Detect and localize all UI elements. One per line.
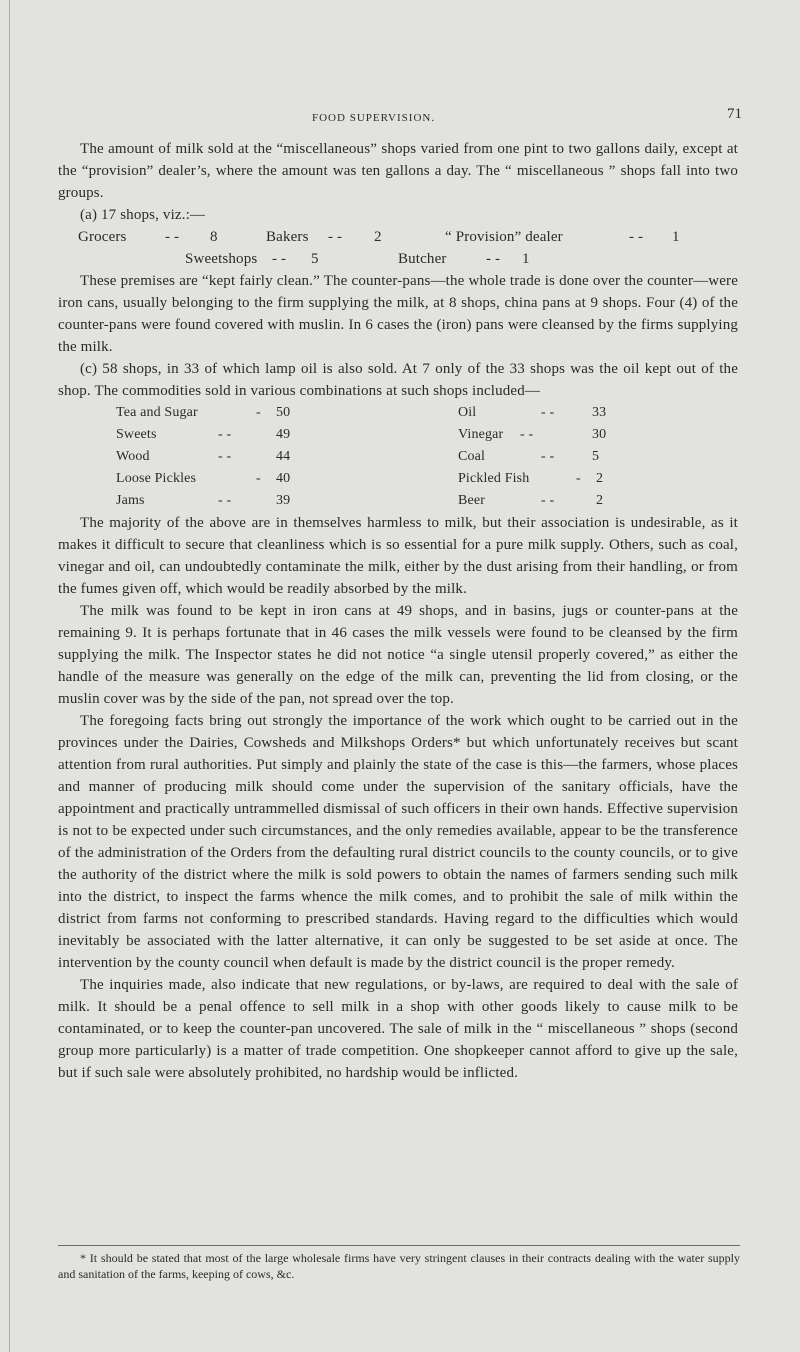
footnote-rule: [58, 1245, 740, 1246]
page-edge-line: [9, 0, 10, 1352]
leader-dashes: - -: [272, 251, 287, 267]
paragraph-supervision: The foregoing facts bring out strongly the importance of the work which ought to be carried out in the provinces under the Dairies, Cowsheds and Milkshops Orders* but which unfortunately receives but scant attention from rural authorities. Put simply and plainly the state of the case is this—the farmers, whose places and manner of producing milk should come under the supervision of the sanitary officials, have the appointment and practically untrammelled dismissal of such officers in their own hands. Effective supervision is not to be expected under such circumstances, and the only remedies available, appear to be the transference of the administration of the Orders from the defaulting rural district councils to the county councils, or to give the authority of the district where the milk is sold powers to obtain the names of farmers sending such milk into the district, to inspect the farms whence the milk comes, and to prohibit the sale of milk within the district from farms not conforming to prescribed standards. Having regard to the difficulties which would inevitably be associated with the latter alternative, it can only be suggested to be set aside at once. The intervention by the county council when default is made by the district council is the proper remedy.: [58, 713, 738, 971]
footnote: * It should be stated that most of the large wholesale firms have very stringent clauses in their contracts dealing with the water supply and sanitation of the farms, keeping of cows, &c.: [58, 1251, 740, 1281]
commodity-row: [58, 490, 738, 512]
commodity-count: 50: [276, 405, 291, 420]
leader-dashes: - -: [520, 427, 534, 442]
commodity-label: Tea and Sugar: [116, 405, 198, 420]
commodity-label: Wood: [116, 449, 150, 464]
leader-dashes: - -: [218, 449, 232, 464]
commodity-count: 2: [596, 493, 604, 508]
leader-dashes: -: [576, 471, 581, 486]
leader-dashes: - -: [486, 251, 501, 267]
commodity-count: 5: [592, 449, 600, 464]
commodity-count: 49: [276, 427, 291, 442]
leader-dashes: -: [256, 471, 261, 486]
body-text: [58, 138, 738, 1084]
group-a-shop-counts: [58, 226, 738, 270]
commodity-row: [58, 402, 738, 424]
shop-count: 2: [374, 229, 382, 245]
commodity-count: 2: [596, 471, 604, 486]
leader-dashes: - -: [165, 229, 180, 245]
commodity-row: [58, 424, 738, 446]
commodity-label: Jams: [116, 493, 145, 508]
page-header: [0, 106, 800, 132]
shop-count: 1: [522, 251, 530, 267]
leader-dashes: - -: [541, 449, 555, 464]
running-title: FOOD SUPERVISION.: [312, 112, 436, 124]
shop-count: 1: [672, 229, 680, 245]
commodity-count: 33: [592, 405, 607, 420]
commodity-label: Loose Pickles: [116, 471, 197, 486]
shop-count: 8: [210, 229, 218, 245]
commodity-label: Vinegar: [458, 427, 504, 442]
shop-count: 5: [311, 251, 319, 267]
commodity-label: Sweets: [116, 427, 157, 442]
leader-dashes: - -: [541, 493, 555, 508]
paragraph-regulations: The inquiries made, also indicate that new regulations, or by-laws, are required to deal with the sale of milk. It should be a penal offence to sell milk in a shop with other goods likely to cause milk to be contaminated, or to keep the counter-pan uncovered. The sale of milk in the “ miscellaneous ” shops (second group more particularly) is a matter of trade competition. One shopkeeper cannot afford to give up the sale, but if such sale were absolutely prohibited, no hardship would be inflicted.: [58, 977, 738, 1081]
commodity-label: Beer: [458, 493, 486, 508]
shop-type-label: Grocers: [78, 229, 127, 245]
commodity-count: 39: [276, 493, 291, 508]
commodity-row: [58, 446, 738, 468]
shop-type-label: Bakers: [266, 229, 309, 245]
shop-type-label: Sweetshops: [185, 251, 258, 267]
commodity-count: 30: [592, 427, 607, 442]
leader-dashes: - -: [629, 229, 644, 245]
leader-dashes: -: [256, 405, 261, 420]
commodity-count: 44: [276, 449, 291, 464]
leader-dashes: - -: [328, 229, 343, 245]
leader-dashes: - -: [541, 405, 555, 420]
page-number: 71: [727, 106, 742, 122]
leader-dashes: - -: [218, 493, 232, 508]
commodity-count: 40: [276, 471, 291, 486]
paragraph-contamination: The majority of the above are in themselves harmless to milk, but their association is undesirable, as it makes it difficult to secure that cleanliness which is so essential for a pure milk supply. Others, such as coal, vinegar and oil, can undoubtedly contaminate the milk, either by the dust arising from their handling, or from the fumes given off, which would be readily absorbed by the milk.: [58, 515, 738, 597]
commodity-label: Coal: [458, 449, 486, 464]
paragraph-milk-vessels: The milk was found to be kept in iron cans at 49 shops, and in basins, jugs or counter-pans at the remaining 9. It is perhaps fortunate that in 46 cases the milk vessels were found to be cleansed by the firm supplying the milk. The Inspector states he did not notice “a single utensil properly covered,” as either the handle of the measure was generally on the edge of the milk can, preventing the lid from closing, or the muslin cover was by the side of the pan, not spread over the top.: [58, 603, 738, 707]
paragraph-counter-pans: These premises are “kept fairly clean.” The counter-pans—the whole trade is done over the counter—were iron cans, usually belonging to the firm supplying the milk, at 8 shops, china pans at 9 shops. Four (4) of the counter-pans were found covered with muslin. In 6 cases the (iron) pans were cleansed by the firms supplying the milk.: [58, 273, 738, 355]
leader-dashes: - -: [218, 427, 232, 442]
group-a-heading: (a) 17 shops, viz.:—: [80, 207, 206, 223]
paragraph-intro: The amount of milk sold at the “miscellaneous” shops varied from one pint to two gallons daily, except at the “provision” dealer’s, where the amount was ten gallons a day. The “ miscellaneous ” shops fall into two groups.: [58, 141, 738, 201]
commodities-table: [58, 402, 738, 512]
shop-type-label: Butcher: [398, 251, 447, 267]
commodity-row: [58, 468, 738, 490]
commodity-label: Oil: [458, 405, 477, 420]
paragraph-group-c: (c) 58 shops, in 33 of which lamp oil is also sold. At 7 only of the 33 shops was the oil kept out of the shop. The commodities sold in various combinations at such shops included—: [58, 361, 738, 399]
commodity-label: Pickled Fish: [458, 471, 530, 486]
shop-type-label: “ Provision” dealer: [445, 229, 563, 245]
